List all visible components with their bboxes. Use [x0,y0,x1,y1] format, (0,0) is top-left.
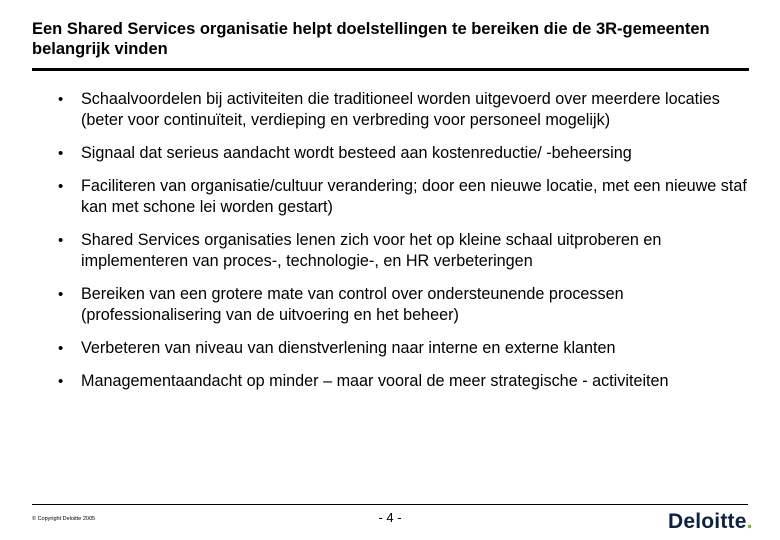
bullet-icon: • [58,373,64,390]
bullet-text: Managementaandacht op minder – maar vooral de meer strategische - activiteiten [81,372,669,390]
bullet-icon: • [58,232,64,249]
bullet-text: Shared Services organisaties lenen zich voor het op kleine schaal uitproberen en implementeren van proces-, technologie-, en HR verbeteringen [81,231,662,270]
bullet-item [58,338,758,359]
bullet-text: Signaal dat serieus aandacht wordt besteed aan kostenreductie/ -beheersing [81,144,632,162]
bullet-icon: • [58,178,64,195]
footer-divider [32,504,748,505]
bullet-item [58,143,758,164]
bullet-icon: • [58,340,64,357]
bullet-icon: • [58,145,64,162]
copyright-notice: © Copyright Deloitte 2005 [32,516,96,522]
bullet-item [58,371,758,392]
bullet-text: Schaalvoordelen bij activiteiten die traditioneel worden uitgevoerd over meerdere locaties (beter voor continuïteit, verdieping en verbreding voor personeel mogelijk) [81,90,720,129]
page-number: - 4 - [378,510,402,525]
bullet-item [58,230,758,272]
title-divider [32,68,749,71]
bullet-text: Verbeteren van niveau van dienstverlening naar interne en externe klanten [81,339,616,357]
bullet-item [58,89,758,131]
bullet-item [58,284,758,326]
bullet-text: Faciliteren van organisatie/cultuur verandering; door een nieuwe locatie, met een nieuwe staf kan met schone lei worden gestart) [81,177,747,216]
deloitte-logo [668,510,753,534]
bullet-item [58,176,758,218]
bullet-text: Bereiken van een grotere mate van control over ondersteunende processen (professionalisering van de uitvoering en het beheer) [81,285,624,324]
bullet-icon: • [58,286,64,303]
logo-text: Deloitte [668,510,747,533]
bullet-icon: • [58,91,64,108]
logo-dot: . [746,510,753,533]
slide-title: Een Shared Services organisatie helpt doelstellingen te bereiken die de 3R-gemeenten belangrijk vinden [32,20,710,58]
bullet-list [58,89,758,404]
